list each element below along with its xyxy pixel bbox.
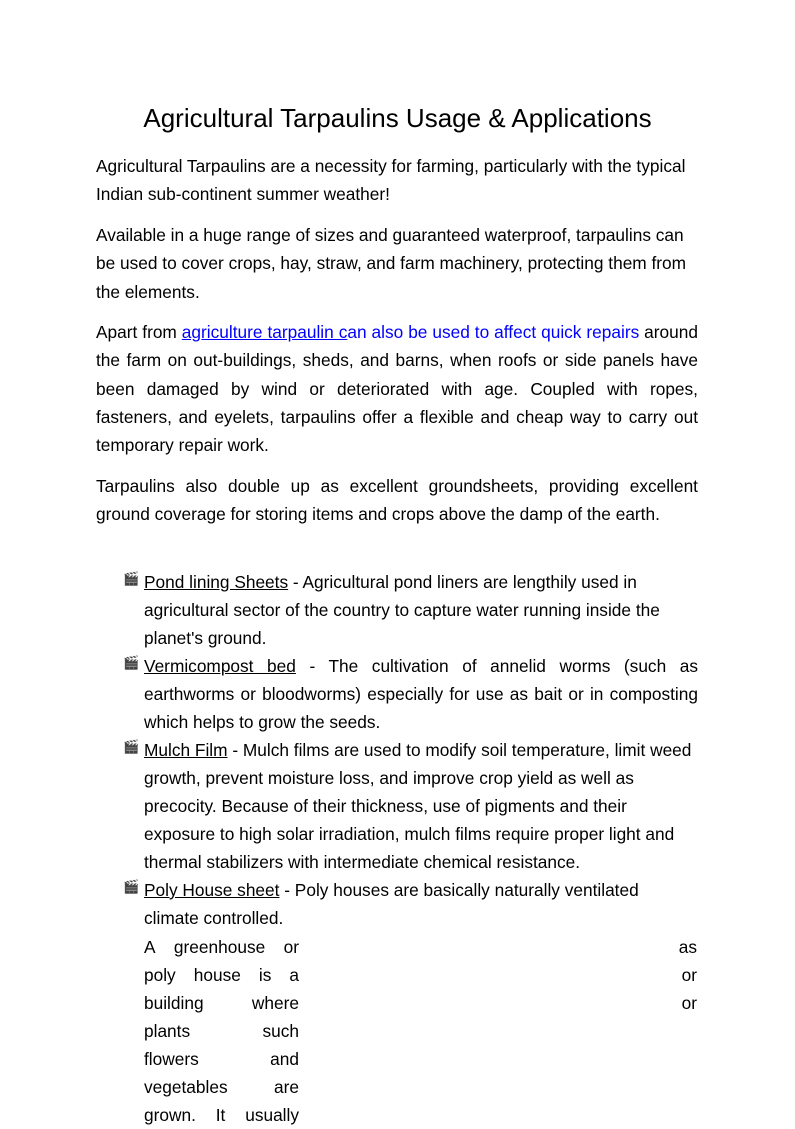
list-term: Poly House sheet [144,880,280,900]
wrap-word: or [681,965,697,985]
list-text: - The cultivation of annelid worms (such as earthworms or bloodworms) especially for use as bait or in composting which helps to grow the seeds. [144,656,699,732]
list-term: Pond lining Sheets [144,572,289,592]
wrap-word: or [681,993,697,1013]
repairs-prefix: Apart from [96,322,182,342]
list-text: - Agricultural pond liners are lengthily used in agricultural sector of the country to capture water running inside the planet's ground. [144,572,660,648]
wrap-line: A greenhouse or [144,937,299,957]
wrap-line: vegetables are [144,1077,299,1097]
wrap-line: poly house is a [144,965,299,985]
sizes-paragraph: Available in a huge range of sizes and guaranteed waterproof, tarpaulins can be used to cover crops, hay, straw, and farm machinery, protecting them from the elements. [96,225,687,302]
repairs-rest: around the farm on out-buildings, sheds, and barns, when roofs or side panels have been damaged by wind or deteriorated with age. Coupled with ropes, fasteners, and eyelets, tarpaulins offer a flexible and cheap way to carry out temporary repair work. [96,322,698,456]
wrap-line: plants such [144,1021,299,1041]
groundsheet-paragraph: Tarpaulins also double up as excellent groundsheets, providing excellent ground coverage for storing items and crops above the damp of the earth. [96,476,698,525]
list-term: Vermicompost bed [144,656,296,676]
wrap-line: building where [144,993,299,1013]
wrap-word: as [678,937,697,957]
page-title: Agricultural Tarpaulins Usage & Applications [143,103,652,133]
clapperboard-icon: 🎬 [123,571,140,586]
intro-paragraph: Agricultural Tarpaulins are a necessity for farming, particularly with the typical Indian sub-continent summer weather! [96,156,686,205]
clapperboard-icon: 🎬 [123,655,140,670]
wrap-line: grown. It usually [144,1105,299,1125]
greenhouse-wrap-text-right [600,933,697,1017]
list-item [96,568,698,652]
agriculture-tarpaulin-link[interactable]: agriculture tarpaulin c [181,322,348,342]
repairs-paragraph [96,318,698,459]
clapperboard-icon: 🎬 [123,879,140,894]
list-item [96,736,698,876]
applications-list [96,568,698,932]
repairs-blue-text: an also be used to affect quick repairs [347,322,640,342]
wrap-line: flowers and [144,1049,299,1069]
list-term: Mulch Film [144,740,228,760]
clapperboard-icon: 🎬 [123,739,140,754]
list-item [96,876,698,932]
list-text: - Poly houses are basically naturally ventilated climate controlled. [144,880,639,928]
greenhouse-wrap-text-left [144,933,299,1129]
list-text: - Mulch films are used to modify soil temperature, limit weed growth, prevent moisture loss, and improve crop yield as well as precocity. Because of their thickness, use of pigments and their exposure to high solar irradiation, mulch films require proper light and thermal stabilizers with intermediate chemical resistance. [144,740,692,872]
list-item [96,652,698,736]
